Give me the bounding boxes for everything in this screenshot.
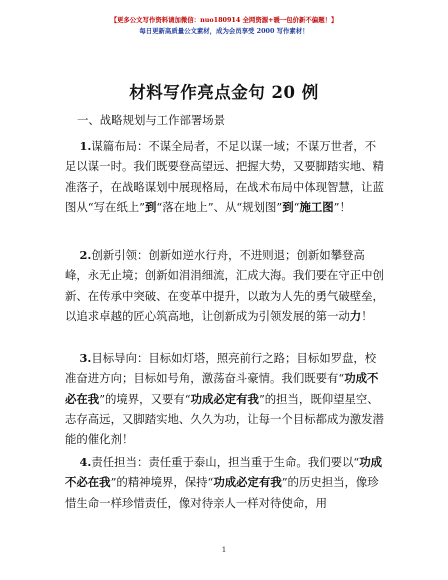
text-run: ！ xyxy=(361,308,373,323)
paragraph-item-1 xyxy=(65,136,385,217)
promo-banner-line-2: 每日更新高质量公文素材，成为会员享受 2000 写作素材！ xyxy=(139,27,309,35)
text-run: 责任担当：责任重于泰山，担当重于生命。我们要以“ xyxy=(91,455,360,469)
bold-text-run: 施工图 xyxy=(299,199,334,214)
text-run: ”的担当，既仰望星空、志存高远，又脚踏实地、久久为功，让每一个目标都成为激发潜能的催化剂！ xyxy=(65,391,384,447)
bold-text-run: 功成必定有我 xyxy=(213,475,282,490)
text-run: ”的精神境界，保持“ xyxy=(110,475,214,490)
text-run: 谋篇布局：不谋全局者，不足以谋一域；不谋万世者，不足以谋一时。我们既要登高望远、把握大势，又要脚踏实地、精准落子，在战略谋划中展现格局，在战术布局中体现智慧，让蓝图从“写在纸上” xyxy=(65,139,384,214)
text-run: “ xyxy=(293,199,300,214)
text-run: ”的境界，又要有“ xyxy=(99,391,191,406)
text-run: ”！ xyxy=(333,199,351,214)
section-heading: 一、战略规划与工作部署场景 xyxy=(77,113,226,127)
paragraph-item-2 xyxy=(65,245,385,326)
document-title: 材料写作亮点金句 20 例 xyxy=(129,83,319,102)
bold-text-run: 功成必定有我 xyxy=(190,391,259,406)
paragraph-item-4 xyxy=(65,452,385,513)
page-number: 1 xyxy=(221,545,227,554)
promo-banner-line-1: 【更多公文写作资料请加微信：nuo180914 全网资源+暖一包价新不偏题！】 xyxy=(110,16,338,24)
item-number: 3. xyxy=(79,351,92,365)
bold-text-run: 功成不必在我 xyxy=(65,371,379,406)
text-run: 目标导向：目标如灯塔，照亮前行之路；目标如罗盘，校准奋进方向；目标如号角，激荡奋斗豪情。我们既要有“ xyxy=(65,351,377,386)
bold-text-run: 力 xyxy=(349,308,362,323)
text-run: ”的历史担当，像珍惜生命一样珍惜责任，像对待亲人一样对待使命，用 xyxy=(65,475,379,510)
item-number: 2. xyxy=(79,248,92,262)
text-run: “落在地上”、从“规划图” xyxy=(156,199,283,214)
paragraph-item-3 xyxy=(65,348,385,449)
item-number: 1. xyxy=(79,139,92,153)
item-number: 4. xyxy=(79,455,92,469)
bold-text-run: 功成不必在我 xyxy=(65,455,382,490)
bold-text-run: 到 xyxy=(282,199,294,214)
bold-text-run: 到 xyxy=(145,199,157,214)
text-run: 创新引领：创新如逆水行舟，不进则退；创新如攀登高峰，永无止境；创新如涓涓细流，汇成大海。我们要在守正中创新、在传承中突破、在变革中提升，以敢为人先的勇气破壁垒，以追求卓越的匠心筑高地，让创新成为引领发展的第一动 xyxy=(65,248,384,323)
